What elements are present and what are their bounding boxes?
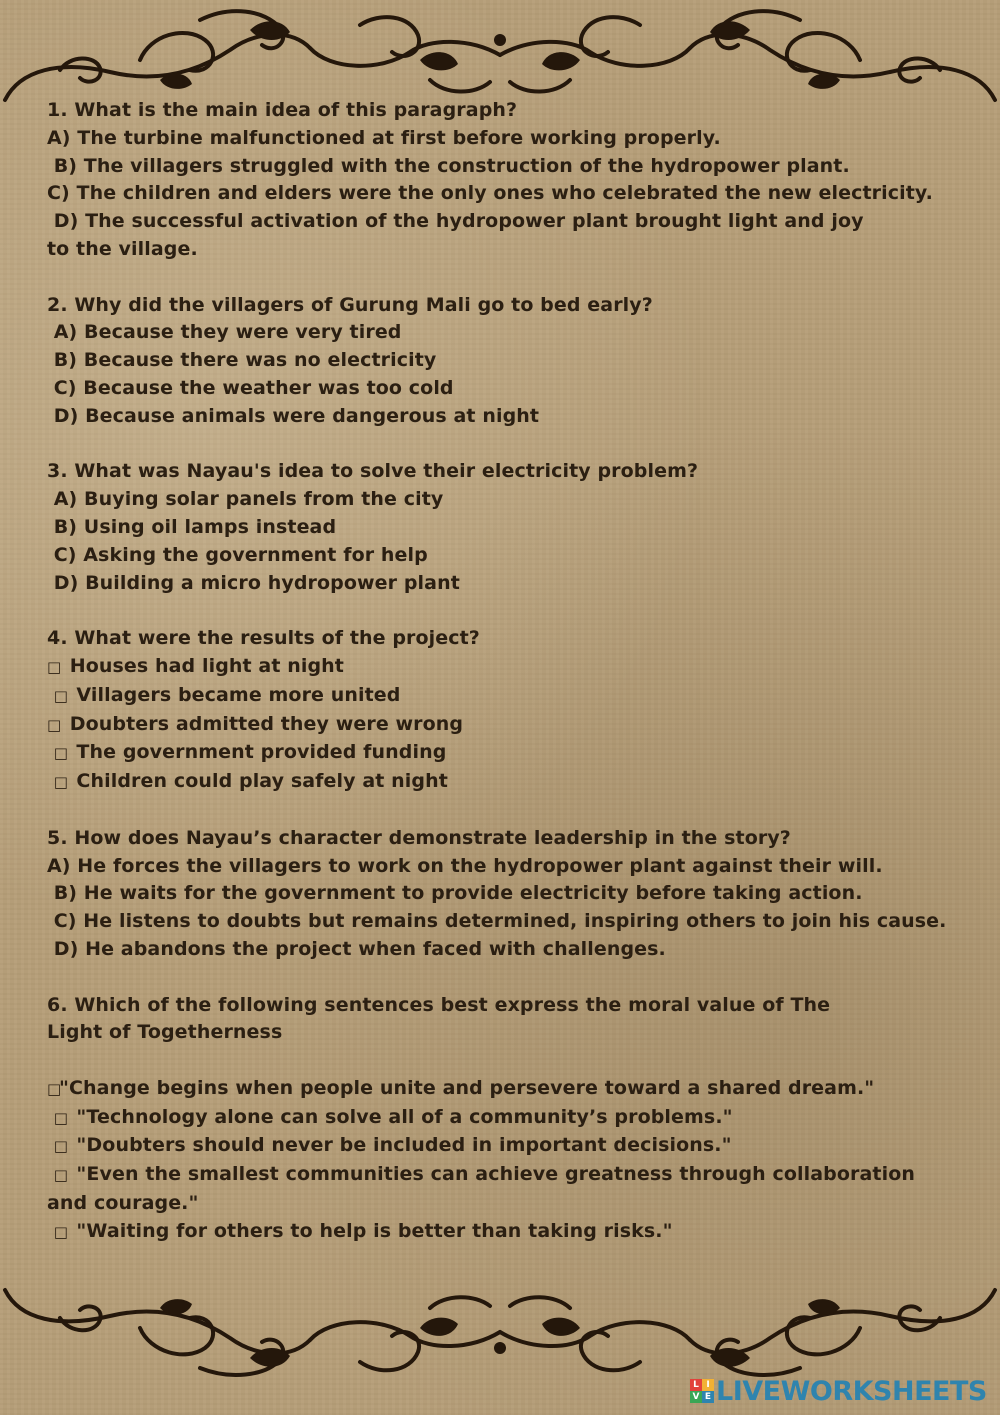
question-4-checkbox-item[interactable]	[47, 653, 927, 682]
checkbox-icon[interactable]: □	[53, 1108, 68, 1127]
checkbox-icon[interactable]: □	[53, 686, 68, 705]
question-4-checkbox-item[interactable]	[47, 682, 927, 711]
question-3-option-b[interactable]: B) Using oil lamps instead	[47, 515, 337, 538]
bottom-ornament-border	[0, 1280, 1000, 1380]
logo-letter-i: I	[702, 1379, 714, 1391]
question-4-checkbox-item[interactable]	[47, 739, 927, 768]
logo-letter-e: E	[702, 1391, 714, 1403]
checkbox-icon[interactable]: □	[47, 715, 62, 734]
question-2-option-a[interactable]: A) Because they were very tired	[47, 321, 402, 344]
question-4-title: 4. What were the results of the project?	[47, 627, 480, 650]
checkbox-icon[interactable]: □	[53, 1137, 68, 1156]
question-6-title: 6. Which of the following sentences best express the moral value of The Light of Togetherness	[47, 993, 831, 1044]
indent	[47, 684, 54, 706]
question-6-checkbox-item[interactable]	[47, 1132, 927, 1161]
checkbox-label: "Change begins when people unite and persevere toward a shared dream."	[59, 1076, 875, 1099]
checkbox-icon[interactable]: □	[53, 1222, 68, 1241]
question-6-checkbox-item[interactable]	[47, 1161, 922, 1218]
question-5-title: 5. How does Nayau’s character demonstrate leadership in the story?	[47, 826, 791, 849]
indent	[47, 1220, 54, 1242]
checkbox-label: "Technology alone can solve all of a community’s problems."	[69, 1105, 733, 1128]
top-ornament-border	[0, 0, 1000, 110]
question-4-checkbox-item[interactable]	[47, 768, 927, 797]
checkbox-label: Children could play safely at night	[69, 770, 448, 793]
indent	[47, 1134, 54, 1156]
question-2-option-b[interactable]: B) Because there was no electricity	[47, 349, 437, 372]
question-3-option-a[interactable]: A) Buying solar panels from the city	[47, 488, 444, 511]
question-2-option-c[interactable]: C) Because the weather was too cold	[47, 376, 454, 399]
question-6-checkbox-item[interactable]	[47, 1218, 927, 1247]
checkbox-label: "Even the smallest communities can achieve greatness through collaboration and courage."	[47, 1163, 922, 1215]
checkbox-label: "Doubters should never be included in important decisions."	[69, 1134, 732, 1157]
checkbox-icon[interactable]: □	[47, 1079, 62, 1098]
checkbox-label: Houses had light at night	[63, 654, 344, 677]
logo-letter-l: L	[690, 1379, 702, 1391]
indent	[47, 1106, 54, 1128]
question-5-option-b[interactable]: B) He waits for the government to provide electricity before taking action.	[47, 882, 863, 905]
checkbox-label: Doubters admitted they were wrong	[63, 712, 464, 735]
question-5-option-a[interactable]: A) He forces the villagers to work on the hydropower plant against their will.	[47, 854, 883, 877]
brand-name: LIVEWORKSHEETS	[716, 1375, 987, 1407]
checkbox-icon[interactable]: □	[53, 773, 68, 792]
question-1-option-d[interactable]: D) The successful activation of the hydropower plant brought light and joy to the village.	[47, 210, 871, 260]
checkbox-label: "Waiting for others to help is better than taking risks."	[69, 1219, 673, 1242]
checkbox-label: The government provided funding	[69, 741, 447, 764]
question-5-option-c[interactable]: C) He listens to doubts but remains determined, inspiring others to join his cause.	[47, 910, 947, 933]
checkbox-icon[interactable]: □	[47, 657, 62, 676]
question-2-option-d[interactable]: D) Because animals were dangerous at night	[47, 404, 540, 427]
checkbox-icon[interactable]: □	[53, 744, 68, 763]
question-6-checkbox-item[interactable]	[47, 1075, 927, 1104]
question-1-option-a[interactable]: A) The turbine malfunctioned at first before working properly.	[47, 126, 721, 149]
question-3-title: 3. What was Nayau's idea to solve their electricity problem?	[47, 460, 699, 483]
question-3-option-c[interactable]: C) Asking the government for help	[47, 543, 428, 566]
question-1-option-b[interactable]: B) The villagers struggled with the construction of the hydropower plant.	[47, 154, 850, 177]
question-3-option-d[interactable]: D) Building a micro hydropower plant	[47, 571, 460, 594]
question-2-title: 2. Why did the villagers of Gurung Mali go to bed early?	[47, 293, 653, 316]
liveworksheets-logo[interactable]	[690, 1374, 987, 1408]
question-4-checkbox-item[interactable]	[47, 711, 927, 740]
question-1-title: 1. What is the main idea of this paragraph?	[47, 99, 518, 121]
indent	[47, 1163, 54, 1185]
indent	[47, 741, 54, 763]
question-5-option-d[interactable]: D) He abandons the project when faced with challenges.	[47, 937, 666, 960]
logo-letter-v: V	[690, 1391, 702, 1403]
question-6-checkbox-item[interactable]	[47, 1104, 927, 1133]
worksheet-content	[47, 97, 947, 1247]
checkbox-label: Villagers became more united	[69, 683, 401, 706]
logo-mark-icon	[690, 1379, 714, 1403]
indent	[47, 770, 54, 792]
checkbox-icon[interactable]: □	[53, 1166, 68, 1185]
question-1-option-c[interactable]: C) The children and elders were the only ones who celebrated the new electricity.	[47, 182, 933, 205]
